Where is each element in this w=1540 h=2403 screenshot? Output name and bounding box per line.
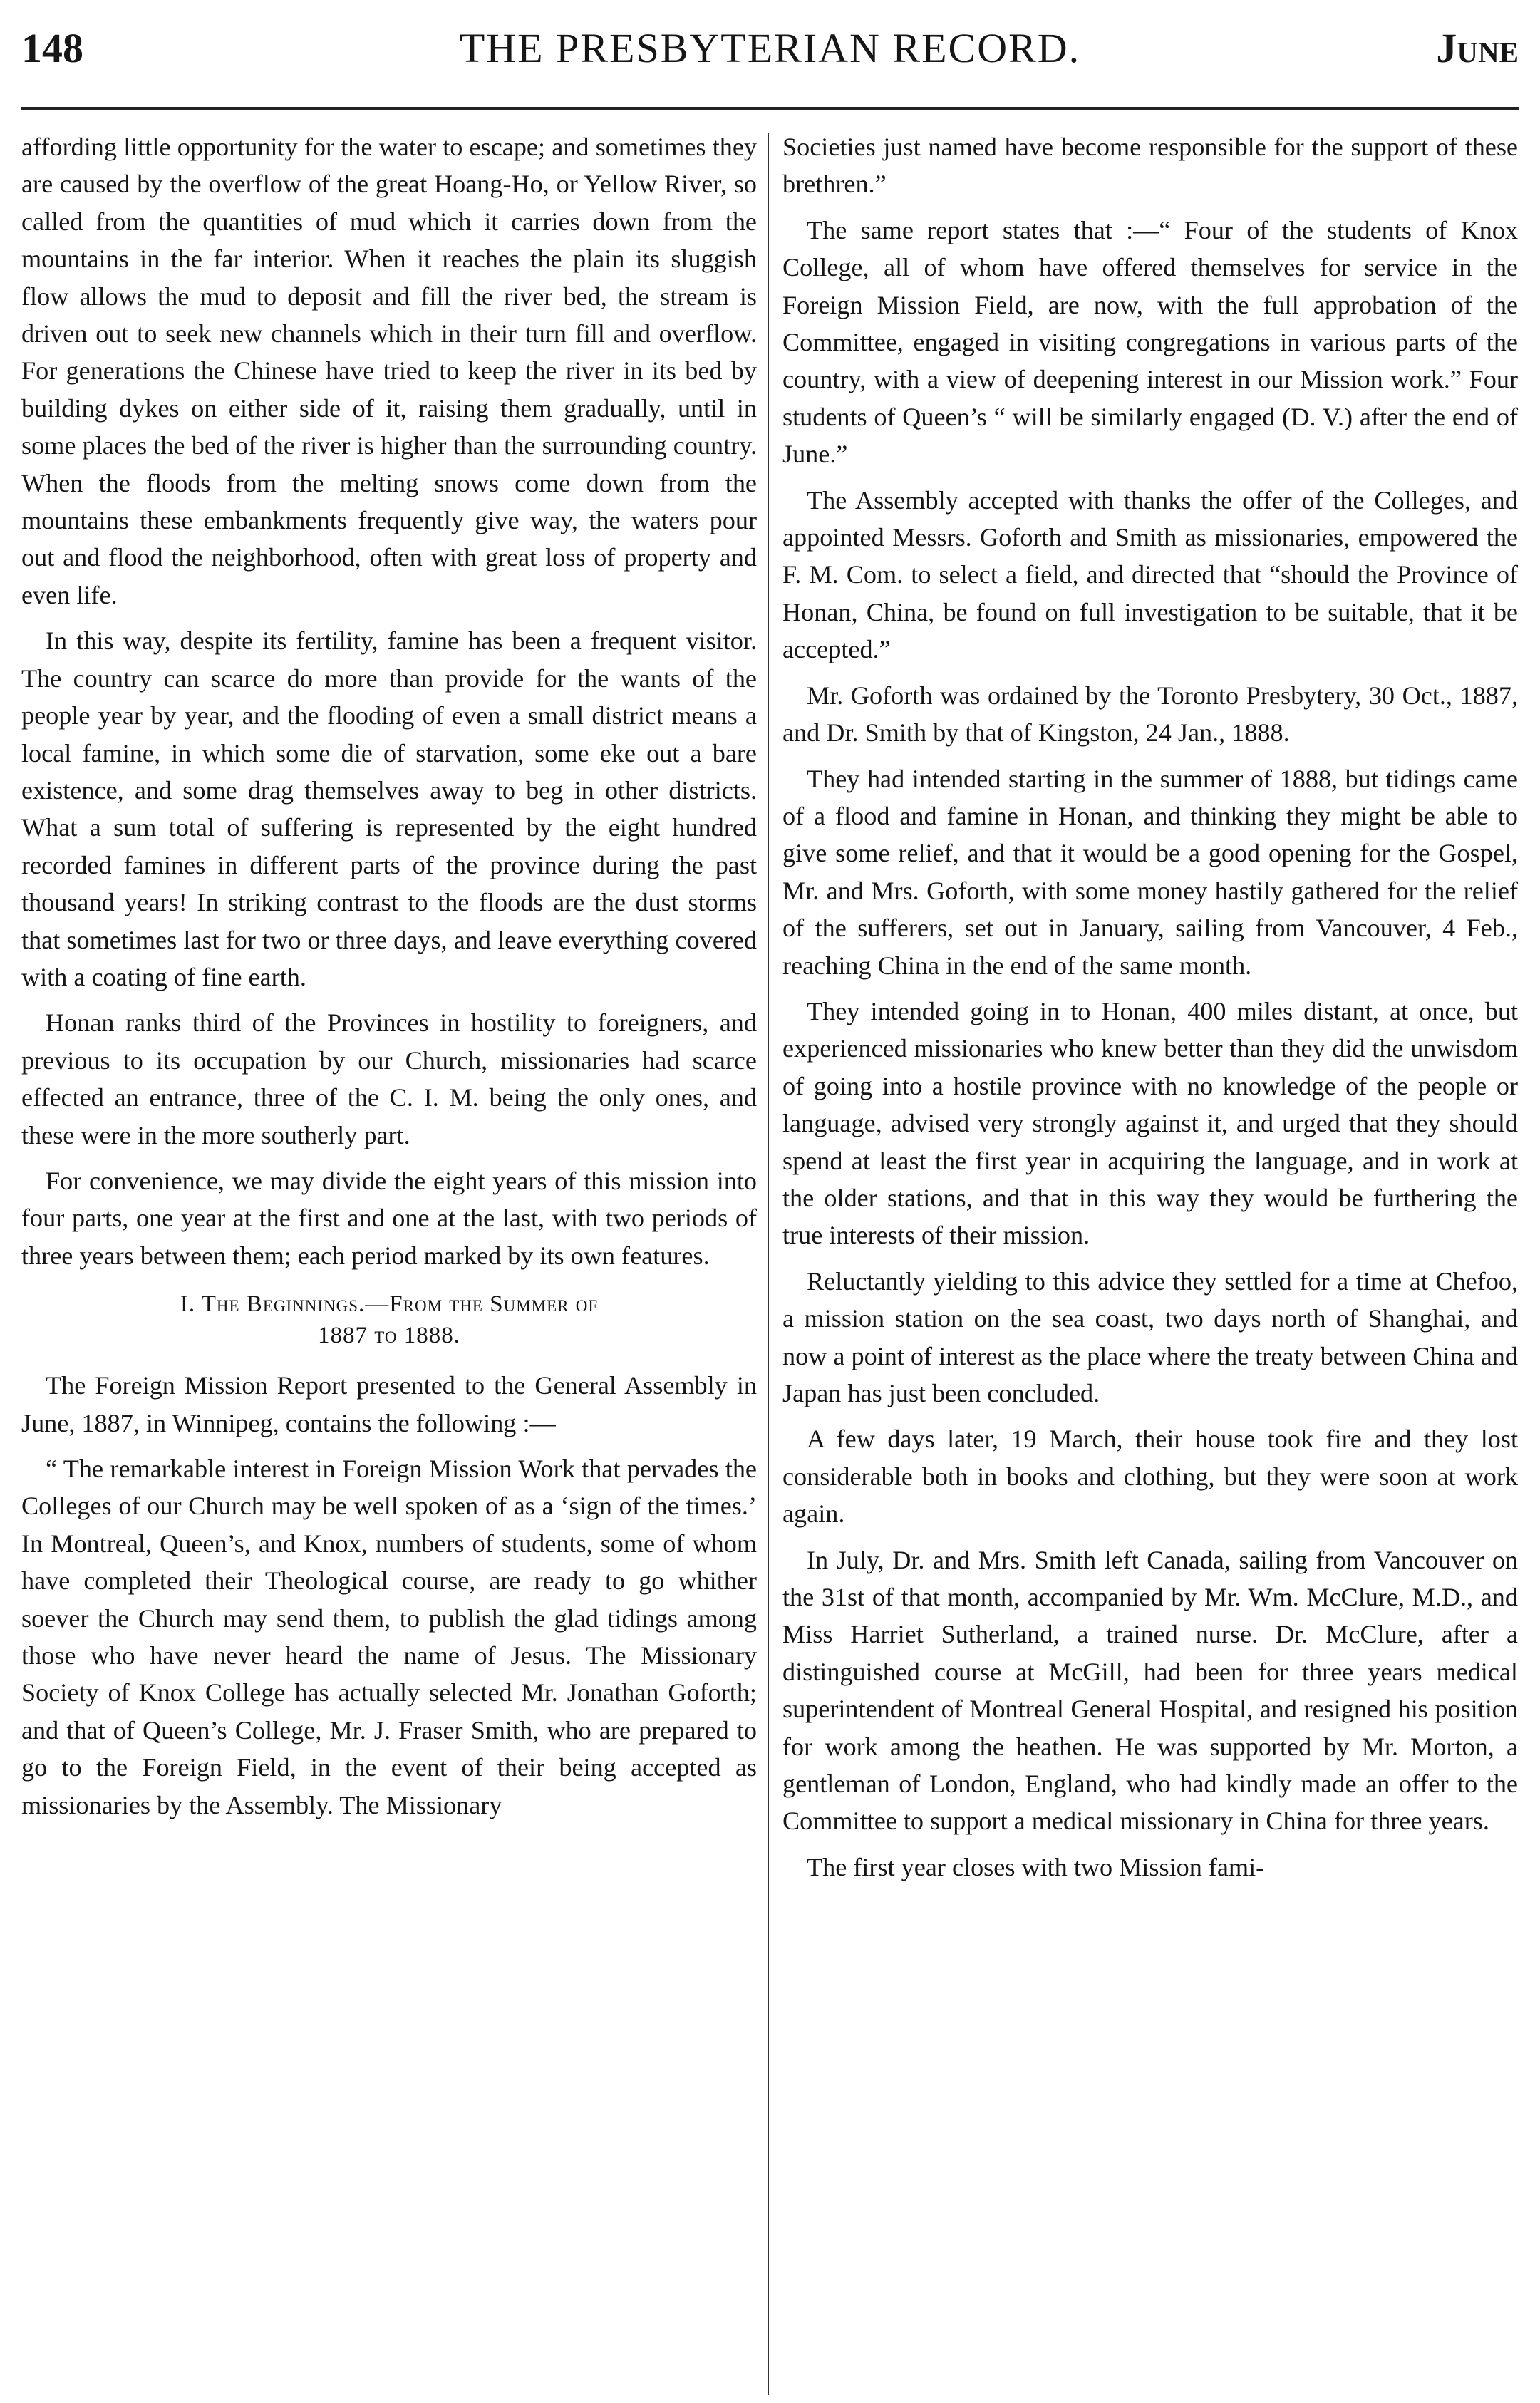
- paragraph: They intended going in to Honan, 400 miles distant, at once, but experienced missionaries who knew better than they did the unwisdom of going into a hostile province with no knowledge of the people or language, advised very strongly against it, and urged that they should spend at least the first year in acquiring the language, and in work at the older stations, and that in this way they would be furthering the true interests of their mission.: [782, 996, 1518, 1250]
- paragraph: Societies just named have become responsible for the support of these brethren.”: [782, 133, 1518, 199]
- page-header: [21, 16, 1519, 101]
- section-heading-line2: 1887 to 1888.: [318, 1323, 460, 1349]
- paragraph: affording little opportunity for the water to escape; and sometimes they are caused by the overflow of the great Hoang-Ho, or Yellow River, so called from the quantities of mud which it carries down from the mountains in the far interior. When it reaches the plain its sluggish flow allows the mud to deposit and fill the river bed, the stream is driven out to seek new channels which in their turn fill and overflow. For generations the Chinese have tried to keep the river in its bed by building dykes on either side of it, raising them gradually, until in some places the bed of the river is higher than the surrounding country. When the floods from the melting snows come down from the mountains these embankments frequently give way, the waters pour out and flood the neighborhood, often with great loss of property and even life.: [21, 133, 757, 609]
- paragraph: The Foreign Mission Report presented to the General Assembly in June, 1887, in Winnipeg, contains the following :—: [21, 1371, 757, 1437]
- paragraph: The same report states that :—“ Four of the students of Knox College, all of whom have offered themselves for service in the Foreign Mission Field, are now, with the full approbation of the Committee, engaged in visiting congregations in various parts of the country, with a view of deepening interest in our Mission work.” Four students of Queen’s “ will be similarly engaged (D. V.) after the end of June.”: [782, 215, 1518, 469]
- paragraph: Mr. Goforth was ordained by the Toronto Presbytery, 30 Oct., 1887, and Dr. Smith by that of Kingston, 24 Jan., 1888.: [782, 681, 1518, 748]
- right-column: [782, 128, 1518, 2394]
- page-number: 148: [21, 25, 83, 71]
- paragraph: Honan ranks third of the Provinces in hostility to foreigners, and previous to its occupation by our Church, missionaries had scarce effected an entrance, three of the C. I. M. being the only ones, and these were in the more southerly part.: [21, 1008, 757, 1149]
- paragraph: Reluctantly yielding to this advice they settled for a time at Chefoo, a mission station on the sea coast, two days north of Shanghai, and now a point of interest as the place where the treaty between China and Japan has just been concluded.: [782, 1266, 1518, 1407]
- paragraph: In this way, despite its fertility, famine has been a frequent visitor. The country can scarce do more than provide for the wants of the people year by year, and the flooding of even a small district means a local famine, in which some die of starvation, some eke out a bare existence, and some drag themselves away to beg in other districts. What a sum total of suffering is represented by the eight hundred recorded famines in different parts of the province during the past thousand years! In striking contrast to the floods are the dust storms that sometimes last for two or three days, and leave everything covered with a coating of fine earth.: [21, 626, 757, 991]
- quotation-paragraph: “ The remarkable interest in Foreign Mission Work that pervades the Colleges of our Church may be well spoken of as a ‘sign of the times.’ In Montreal, Queen’s, and Knox, numbers of students, some of whom have completed their Theological course, are ready to go whither soever the Church may send them, to publish the glad tidings among those who have never heard the name of Jesus. The Missionary Society of Knox College has actually selected Mr. Jonathan Goforth; and that of Queen’s College, Mr. J. Fraser Smith, who are prepared to go to the Foreign Field, in the event of their being accepted as missionaries by the Assembly. The Missionary: [21, 1454, 757, 1819]
- paragraph: The Assembly accepted with thanks the offer of the Colleges, and appointed Messrs. Goforth and Smith as missionaries, empowered the F. M. Com. to select a field, and directed that “should the Province of Honan, China, be found on full investigation to be suitable, that it be accepted.”: [782, 485, 1518, 664]
- section-heading: [21, 1288, 757, 1351]
- paragraph: A few days later, 19 March, their house took fire and they lost considerable both in books and clothing, but they were soon at work again.: [782, 1425, 1518, 1529]
- publication-title: THE PRESBYTERIAN RECORD.: [459, 25, 1081, 71]
- left-column: [21, 128, 757, 2394]
- issue-month: June: [1436, 25, 1519, 71]
- section-heading-line1: I. The Beginnings.—From the Summer of: [180, 1291, 599, 1318]
- column-divider: [768, 133, 769, 2395]
- paragraph: The first year closes with two Mission fami-: [807, 1852, 1265, 1881]
- paragraph: For convenience, we may divide the eight years of this mission into four parts, one year at the first and one at the last, with two periods of three years between them; each period marked by its own features.: [21, 1166, 757, 1270]
- header-rule: [21, 107, 1519, 110]
- paragraph: They had intended starting in the summer of 1888, but tidings came of a flood and famine in Honan, and thinking they might be able to give some relief, and that it would be a good opening for the Gospel, Mr. and Mrs. Goforth, with some money hastily gathered for the relief of the sufferers, set out in January, sailing from Vancouver, 4 Feb., reaching China in the end of the same month.: [782, 764, 1518, 980]
- paragraph: In July, Dr. and Mrs. Smith left Canada, sailing from Vancouver on the 31st of that month, accompanied by Mr. Wm. McClure, M.D., and Miss Harriet Sutherland, a trained nurse. Dr. McClure, after a distinguished course at McGill, had been for three years medical superintendent of Montreal General Hospital, and resigned his position for work among the heathen. He was supported by Mr. Morton, a gentleman of London, England, who had kindly made an offer to the Committee to support a medical missionary in China for three years.: [782, 1545, 1518, 1836]
